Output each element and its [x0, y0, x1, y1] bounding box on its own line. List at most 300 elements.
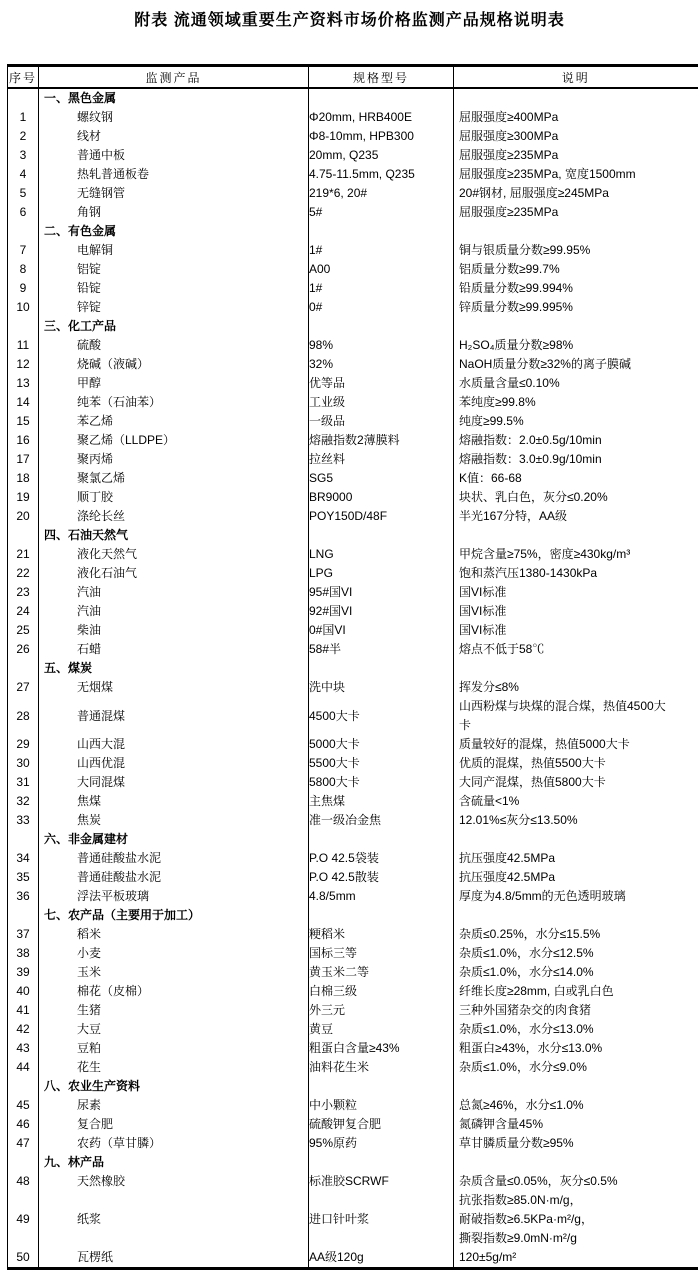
row-number: 6 — [8, 203, 39, 222]
product-name: 顺丁胶 — [77, 490, 114, 504]
product-name: 山西优混 — [77, 756, 126, 770]
item-row — [8, 1248, 698, 1269]
product-cell — [39, 1096, 309, 1115]
product-name: 锌锭 — [77, 300, 102, 314]
section-cell — [39, 88, 309, 108]
desc-cell — [454, 184, 698, 203]
row-number: 18 — [8, 469, 39, 488]
spec-cell: P.O 42.5散装 — [309, 868, 454, 887]
desc-line: 纤维长度≥28mm, 白或乳白色 — [459, 984, 614, 998]
spec-cell: 5800大卡 — [309, 773, 454, 792]
spec-cell: 粳稻米 — [309, 925, 454, 944]
desc-cell — [454, 1248, 698, 1269]
item-row — [8, 1096, 698, 1115]
desc-cell — [454, 602, 698, 621]
section-cell — [39, 906, 309, 925]
desc-cell — [454, 868, 698, 887]
desc-line: 总氮≥46%，水分≤1.0% — [459, 1098, 584, 1112]
desc-line: 杂质≤1.0%，水分≤14.0% — [459, 965, 594, 979]
item-row — [8, 507, 698, 526]
row-number: 44 — [8, 1058, 39, 1077]
product-name: 热轧普通板卷 — [77, 167, 150, 181]
desc-cell — [454, 279, 698, 298]
row-number: 24 — [8, 602, 39, 621]
row-number: 8 — [8, 260, 39, 279]
item-row — [8, 564, 698, 583]
spec-cell — [309, 1077, 454, 1096]
product-cell — [39, 944, 309, 963]
desc-line: NaOH质量分数≥32%的离子膜碱 — [459, 357, 631, 371]
spec-cell: 95#国VI — [309, 583, 454, 602]
section-row — [8, 1153, 698, 1172]
product-name: 汽油 — [77, 585, 102, 599]
spec-cell: 熔融指数2薄膜料 — [309, 431, 454, 450]
item-row — [8, 1039, 698, 1058]
item-row — [8, 925, 698, 944]
spec-cell: 98% — [309, 336, 454, 355]
row-number: 31 — [8, 773, 39, 792]
product-cell — [39, 431, 309, 450]
desc-line: 块状、乳白色，灰分≤0.20% — [459, 490, 608, 504]
desc-cell — [454, 127, 698, 146]
spec-cell: 4500大卡 — [309, 697, 454, 735]
desc-line: 半光167分特，AA级 — [459, 509, 568, 523]
product-cell — [39, 1115, 309, 1134]
product-cell — [39, 1001, 309, 1020]
desc-cell — [454, 1172, 698, 1191]
product-cell — [39, 1172, 309, 1191]
col-header-index: 序号 — [8, 66, 39, 89]
desc-cell — [454, 108, 698, 127]
row-number-cell — [8, 1153, 39, 1172]
desc-cell — [454, 1020, 698, 1039]
product-cell — [39, 412, 309, 431]
row-number: 7 — [8, 241, 39, 260]
spec-cell: 5000大卡 — [309, 735, 454, 754]
item-row — [8, 165, 698, 184]
row-number: 35 — [8, 868, 39, 887]
desc-cell — [454, 545, 698, 564]
desc-line: 国VI标准 — [459, 585, 507, 599]
product-cell — [39, 374, 309, 393]
section-cell — [39, 659, 309, 678]
section-cell — [39, 1077, 309, 1096]
desc-cell — [454, 1134, 698, 1153]
desc-line: 屈服强度≥235MPa, 宽度1500mm — [459, 167, 636, 181]
item-row — [8, 640, 698, 659]
spec-cell: 国标三等 — [309, 944, 454, 963]
section-row — [8, 659, 698, 678]
spec-table-body — [8, 88, 698, 1269]
spec-cell: 洗中块 — [309, 678, 454, 697]
product-name: 电解铜 — [77, 243, 114, 257]
product-name: 棉花（皮棉） — [77, 984, 150, 998]
spec-cell: 92#国VI — [309, 602, 454, 621]
desc-cell — [454, 1153, 698, 1172]
spec-cell: 58#半 — [309, 640, 454, 659]
spec-cell — [309, 1153, 454, 1172]
row-number: 9 — [8, 279, 39, 298]
desc-line: 质量较好的混煤，热值5000大卡 — [459, 737, 630, 751]
product-name: 焦炭 — [77, 813, 102, 827]
desc-cell — [454, 222, 698, 241]
row-number: 12 — [8, 355, 39, 374]
product-cell — [39, 450, 309, 469]
product-cell — [39, 1134, 309, 1153]
desc-cell — [454, 564, 698, 583]
section-cell — [39, 1153, 309, 1172]
item-row — [8, 792, 698, 811]
product-name: 大豆 — [77, 1022, 102, 1036]
spec-cell: SG5 — [309, 469, 454, 488]
desc-line: 屈服强度≥235MPa — [459, 148, 559, 162]
product-name: 小麦 — [77, 946, 102, 960]
product-cell — [39, 298, 309, 317]
row-number: 30 — [8, 754, 39, 773]
desc-cell — [454, 1115, 698, 1134]
item-row — [8, 849, 698, 868]
product-name: 普通硅酸盐水泥 — [77, 851, 162, 865]
spec-cell: POY150D/48F — [309, 507, 454, 526]
item-row — [8, 583, 698, 602]
desc-cell — [454, 450, 698, 469]
section-row — [8, 906, 698, 925]
spec-cell: 准一级冶金焦 — [309, 811, 454, 830]
spec-cell: 白棉三级 — [309, 982, 454, 1001]
desc-line: 屈服强度≥300MPa — [459, 129, 559, 143]
desc-cell — [454, 811, 698, 830]
desc-cell — [454, 526, 698, 545]
product-cell — [39, 1020, 309, 1039]
spec-cell: 进口针叶浆 — [309, 1191, 454, 1248]
table-header-row — [8, 66, 698, 89]
row-number: 17 — [8, 450, 39, 469]
spec-cell: 标准胶SCRWF — [309, 1172, 454, 1191]
desc-line: 屈服强度≥400MPa — [459, 110, 559, 124]
spec-cell — [309, 659, 454, 678]
product-cell — [39, 678, 309, 697]
product-name: 普通混煤 — [77, 708, 126, 723]
item-row — [8, 735, 698, 754]
product-cell — [39, 241, 309, 260]
spec-cell — [309, 317, 454, 336]
product-cell — [39, 887, 309, 906]
spec-cell: 95%原药 — [309, 1134, 454, 1153]
section-label: 九、林产品 — [44, 1155, 105, 1169]
row-number-cell — [8, 1077, 39, 1096]
item-row — [8, 431, 698, 450]
spec-cell: 粗蛋白含量≥43% — [309, 1039, 454, 1058]
desc-cell — [454, 906, 698, 925]
desc-line: 铅质量分数≥99.994% — [459, 281, 573, 295]
item-row — [8, 944, 698, 963]
desc-line: 熔点不低于58℃ — [459, 642, 545, 656]
row-number-cell — [8, 222, 39, 241]
item-row — [8, 811, 698, 830]
spec-cell: BR9000 — [309, 488, 454, 507]
desc-line: 20#钢材, 屈服强度≥245MPa — [459, 186, 609, 200]
row-number: 16 — [8, 431, 39, 450]
product-name: 铅锭 — [77, 281, 102, 295]
desc-line: 锌质量分数≥99.995% — [459, 300, 573, 314]
spec-cell — [309, 526, 454, 545]
product-name: 无烟煤 — [77, 680, 114, 694]
row-number: 39 — [8, 963, 39, 982]
product-cell — [39, 773, 309, 792]
desc-line: 纯度≥99.5% — [459, 414, 524, 428]
section-row — [8, 526, 698, 545]
spec-cell — [309, 830, 454, 849]
desc-cell — [454, 146, 698, 165]
product-name: 尿素 — [77, 1098, 102, 1112]
product-name: 玉米 — [77, 965, 102, 979]
desc-cell — [454, 773, 698, 792]
row-number-cell — [8, 317, 39, 336]
row-number: 34 — [8, 849, 39, 868]
product-cell — [39, 735, 309, 754]
item-row — [8, 868, 698, 887]
spec-cell: 0# — [309, 298, 454, 317]
item-row — [8, 697, 698, 735]
product-name: 铝锭 — [77, 262, 102, 276]
desc-line: 抗张指数≥85.0N·m/g， — [459, 1193, 582, 1207]
product-cell — [39, 602, 309, 621]
product-cell — [39, 849, 309, 868]
item-row — [8, 602, 698, 621]
section-cell — [39, 830, 309, 849]
product-name: 硫酸 — [77, 338, 102, 352]
row-number: 29 — [8, 735, 39, 754]
spec-table — [7, 64, 698, 1270]
product-cell — [39, 1191, 309, 1248]
spec-cell: AA级120g — [309, 1248, 454, 1269]
product-cell — [39, 792, 309, 811]
item-row — [8, 355, 698, 374]
product-cell — [39, 811, 309, 830]
item-row — [8, 887, 698, 906]
item-row — [8, 1172, 698, 1191]
item-row — [8, 374, 698, 393]
row-number: 1 — [8, 108, 39, 127]
product-cell — [39, 165, 309, 184]
desc-line: 氮磷钾含量45% — [459, 1117, 544, 1131]
desc-line: 苯纯度≥99.8% — [459, 395, 536, 409]
product-cell — [39, 108, 309, 127]
desc-cell — [454, 374, 698, 393]
row-number: 10 — [8, 298, 39, 317]
desc-line: 挥发分≤8% — [459, 680, 519, 694]
desc-cell — [454, 1058, 698, 1077]
row-number: 41 — [8, 1001, 39, 1020]
spec-cell: 优等品 — [309, 374, 454, 393]
spec-cell: P.O 42.5袋装 — [309, 849, 454, 868]
desc-line: 抗压强度42.5MPa — [459, 870, 556, 884]
product-cell — [39, 697, 309, 735]
desc-cell — [454, 88, 698, 108]
spec-cell: 外三元 — [309, 1001, 454, 1020]
spec-cell: 20mm, Q235 — [309, 146, 454, 165]
product-cell — [39, 488, 309, 507]
spec-cell: LPG — [309, 564, 454, 583]
product-name: 纸浆 — [77, 1212, 102, 1226]
row-number: 25 — [8, 621, 39, 640]
desc-cell — [454, 203, 698, 222]
desc-line: 抗压强度42.5MPa — [459, 851, 556, 865]
desc-line: H₂SO₄质量分数≥98% — [459, 338, 574, 352]
item-row — [8, 773, 698, 792]
spec-cell: 219*6, 20# — [309, 184, 454, 203]
section-cell — [39, 526, 309, 545]
product-cell — [39, 583, 309, 602]
product-cell — [39, 1248, 309, 1269]
desc-line: 杂质含量≤0.05%，灰分≤0.5% — [459, 1174, 618, 1188]
product-cell — [39, 1039, 309, 1058]
desc-cell — [454, 241, 698, 260]
desc-line: 铜与银质量分数≥99.95% — [459, 243, 591, 257]
section-label: 八、农业生产资料 — [44, 1079, 141, 1093]
product-cell — [39, 564, 309, 583]
item-row — [8, 298, 698, 317]
desc-cell — [454, 355, 698, 374]
desc-line: 熔融指数：2.0±0.5g/10min — [459, 433, 602, 447]
product-cell — [39, 279, 309, 298]
desc-line: 杂质≤0.25%，水分≤15.5% — [459, 927, 601, 941]
product-cell — [39, 1058, 309, 1077]
desc-cell — [454, 412, 698, 431]
spec-cell: 5500大卡 — [309, 754, 454, 773]
desc-cell — [454, 1001, 698, 1020]
desc-cell — [454, 165, 698, 184]
spec-cell: Φ8-10mm, HPB300 — [309, 127, 454, 146]
desc-line: 优质的混煤，热值5500大卡 — [459, 756, 606, 770]
product-cell — [39, 868, 309, 887]
section-label: 一、黑色金属 — [44, 91, 117, 105]
item-row — [8, 279, 698, 298]
product-name: 石蜡 — [77, 642, 102, 656]
spec-cell: 中小颗粒 — [309, 1096, 454, 1115]
item-row — [8, 241, 698, 260]
item-row — [8, 488, 698, 507]
item-row — [8, 754, 698, 773]
desc-cell — [454, 336, 698, 355]
row-number-cell — [8, 659, 39, 678]
row-number: 21 — [8, 545, 39, 564]
col-header-spec: 规格型号 — [309, 66, 454, 89]
item-row — [8, 146, 698, 165]
desc-line: 大同产混煤，热值5800大卡 — [459, 775, 606, 789]
desc-cell — [454, 849, 698, 868]
product-cell — [39, 127, 309, 146]
desc-line: 杂质≤1.0%，水分≤12.5% — [459, 946, 594, 960]
row-number: 49 — [8, 1191, 39, 1248]
item-row — [8, 963, 698, 982]
row-number: 19 — [8, 488, 39, 507]
row-number: 27 — [8, 678, 39, 697]
product-name: 农药（草甘膦） — [77, 1136, 162, 1150]
item-row — [8, 260, 698, 279]
product-cell — [39, 982, 309, 1001]
row-number: 3 — [8, 146, 39, 165]
desc-cell — [454, 963, 698, 982]
item-row — [8, 127, 698, 146]
desc-line: 草甘膦质量分数≥95% — [459, 1136, 574, 1150]
row-number: 38 — [8, 944, 39, 963]
item-row — [8, 336, 698, 355]
row-number: 43 — [8, 1039, 39, 1058]
row-number: 48 — [8, 1172, 39, 1191]
row-number: 2 — [8, 127, 39, 146]
section-row — [8, 317, 698, 336]
section-label: 三、化工产品 — [44, 319, 117, 333]
desc-cell — [454, 583, 698, 602]
desc-cell — [454, 260, 698, 279]
desc-line: 耐破指数≥6.5KPa·m²/g， — [459, 1212, 593, 1226]
product-name: 螺纹钢 — [77, 110, 114, 124]
item-row — [8, 108, 698, 127]
row-number: 33 — [8, 811, 39, 830]
product-name: 浮法平板玻璃 — [77, 889, 150, 903]
desc-cell — [454, 317, 698, 336]
product-name: 线材 — [77, 129, 102, 143]
desc-line: 杂质≤1.0%，水分≤13.0% — [459, 1022, 594, 1036]
row-number: 5 — [8, 184, 39, 203]
section-label: 七、农产品（主要用于加工） — [44, 908, 201, 922]
product-name: 普通中板 — [77, 148, 126, 162]
product-cell — [39, 754, 309, 773]
section-row — [8, 88, 698, 108]
spec-cell: 5# — [309, 203, 454, 222]
product-name: 汽油 — [77, 604, 102, 618]
spec-cell: 工业级 — [309, 393, 454, 412]
product-name: 聚氯乙烯 — [77, 471, 126, 485]
row-number-cell — [8, 526, 39, 545]
desc-cell — [454, 1096, 698, 1115]
product-name: 山西大混 — [77, 737, 126, 751]
desc-line: 山西粉煤与块煤的混合煤，热值4500大 — [459, 699, 666, 713]
desc-line: 甲烷含量≥75%，密度≥430kg/m³ — [459, 547, 631, 561]
spec-cell: 1# — [309, 241, 454, 260]
spec-cell: 硫酸钾复合肥 — [309, 1115, 454, 1134]
desc-cell — [454, 1191, 698, 1248]
product-name: 普通硅酸盐水泥 — [77, 870, 162, 884]
desc-cell — [454, 1039, 698, 1058]
row-number: 47 — [8, 1134, 39, 1153]
product-cell — [39, 925, 309, 944]
desc-line: 熔融指数：3.0±0.9g/10min — [459, 452, 602, 466]
desc-cell — [454, 640, 698, 659]
desc-line: K值：66-68 — [459, 471, 522, 485]
desc-cell — [454, 830, 698, 849]
product-name: 甲醇 — [77, 376, 102, 390]
product-name: 无缝钢管 — [77, 186, 126, 200]
product-cell — [39, 184, 309, 203]
section-label: 五、煤炭 — [44, 661, 93, 675]
item-row — [8, 545, 698, 564]
product-name: 纯苯（石油苯） — [77, 395, 162, 409]
product-cell — [39, 260, 309, 279]
row-number-cell — [8, 88, 39, 108]
row-number: 46 — [8, 1115, 39, 1134]
row-number: 45 — [8, 1096, 39, 1115]
spec-cell: 主焦煤 — [309, 792, 454, 811]
spec-cell: 1# — [309, 279, 454, 298]
desc-cell — [454, 488, 698, 507]
product-cell — [39, 640, 309, 659]
spec-cell: 4.75-11.5mm, Q235 — [309, 165, 454, 184]
product-name: 聚乙烯（LLDPE） — [77, 433, 176, 447]
product-name: 柴油 — [77, 623, 102, 637]
product-name: 天然橡胶 — [77, 1174, 126, 1188]
